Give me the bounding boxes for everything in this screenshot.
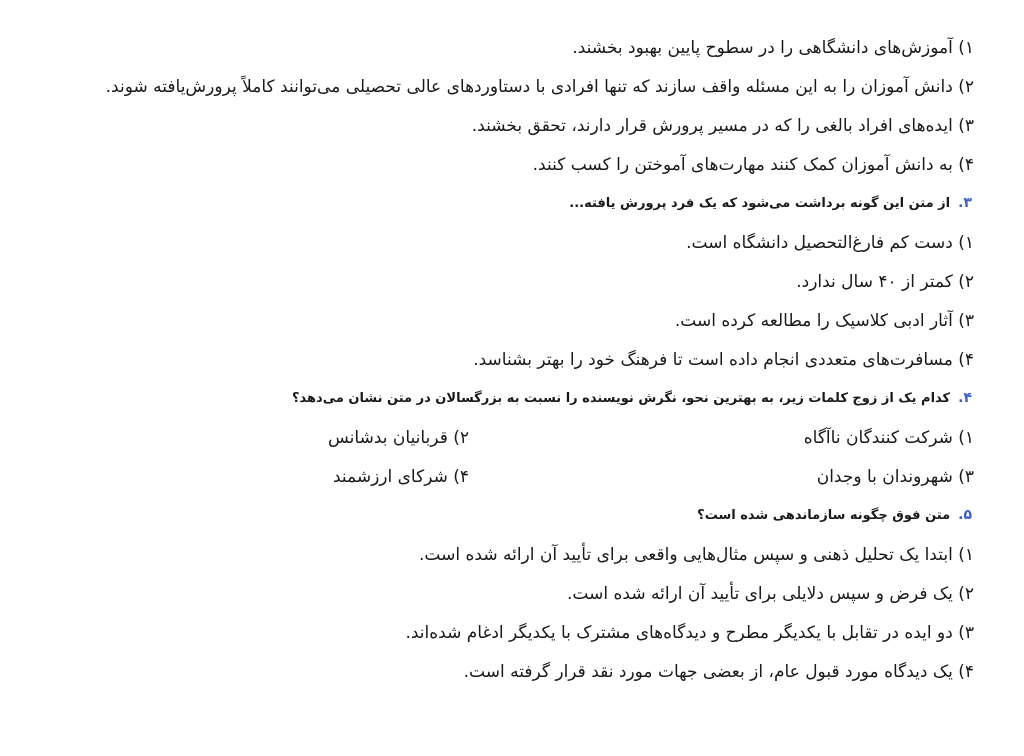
question-5 bbox=[40, 504, 972, 526]
q2-option-2: ۲) دانش آموزان را به این مسئله واقف سازند که تنها افرادی با دستاوردهای عالی تحصیلی می‌توانند کاملاً پرورش‌یافته شوند. bbox=[105, 77, 974, 97]
q5-option-4: ۴) یک دیدگاه مورد قبول عام، از بعضی جهات مورد نقد قرار گرفته است. bbox=[463, 662, 974, 682]
q5-option-1: ۱) ابتدا یک تحلیل ذهنی و سپس مثال‌هایی واقعی برای تأیید آن ارائه شده است. bbox=[419, 545, 974, 565]
q4-option-1: ۱) شرکت کنندگان ناآگاه bbox=[803, 428, 974, 448]
question-3-number: ۳. bbox=[958, 195, 972, 211]
q2-option-4: ۴) به دانش آموزان کمک کنند مهارت‌های آموختن را کسب کنند. bbox=[532, 155, 974, 175]
q3-option-4: ۴) مسافرت‌های متعددی انجام داده است تا فرهنگ خود را بهتر بشناسد. bbox=[473, 350, 974, 370]
q2-option-3: ۳) ایده‌های افراد بالغی را که در مسیر پرورش قرار دارند، تحقق بخشند. bbox=[471, 116, 974, 136]
q3-option-2: ۲) کمتر از ۴۰ سال ندارد. bbox=[796, 272, 974, 292]
q3-option-3: ۳) آثار ادبی کلاسیک را مطالعه کرده است. bbox=[674, 311, 974, 331]
question-4-text: کدام یک از زوج کلمات زیر، به بهترین نحو، نگرش نویسنده را نسبت به بزرگسالان در متن نشان می‌دهد؟ bbox=[291, 391, 951, 406]
q4-option-2: ۲) قربانیان بدشانس bbox=[327, 428, 469, 448]
question-3 bbox=[40, 192, 972, 214]
question-3-text: از متن این گونه برداشت می‌شود که یک فرد پرورش یافته... bbox=[569, 196, 951, 211]
question-5-number: ۵. bbox=[958, 507, 972, 523]
q4-option-4: ۴) شرکای ارزشمند bbox=[332, 467, 469, 487]
question-4 bbox=[40, 387, 972, 409]
q2-option-1: ۱) آموزش‌های دانشگاهی را در سطوح پایین بهبود بخشند. bbox=[572, 38, 974, 58]
q5-option-3: ۳) دو ایده در تقابل با یکدیگر مطرح و دیدگاه‌های مشترک با یکدیگر ادغام شده‌اند. bbox=[405, 623, 974, 643]
q5-option-2: ۲) یک فرض و سپس دلایلی برای تأیید آن ارائه شده است. bbox=[567, 584, 974, 604]
question-5-text: متن فوق چگونه سازماندهی شده است؟ bbox=[697, 508, 951, 523]
q4-option-3: ۳) شهروندان با وجدان bbox=[816, 467, 974, 487]
q3-option-1: ۱) دست کم فارغ‌التحصیل دانشگاه است. bbox=[686, 233, 974, 253]
question-4-number: ۴. bbox=[958, 390, 972, 406]
